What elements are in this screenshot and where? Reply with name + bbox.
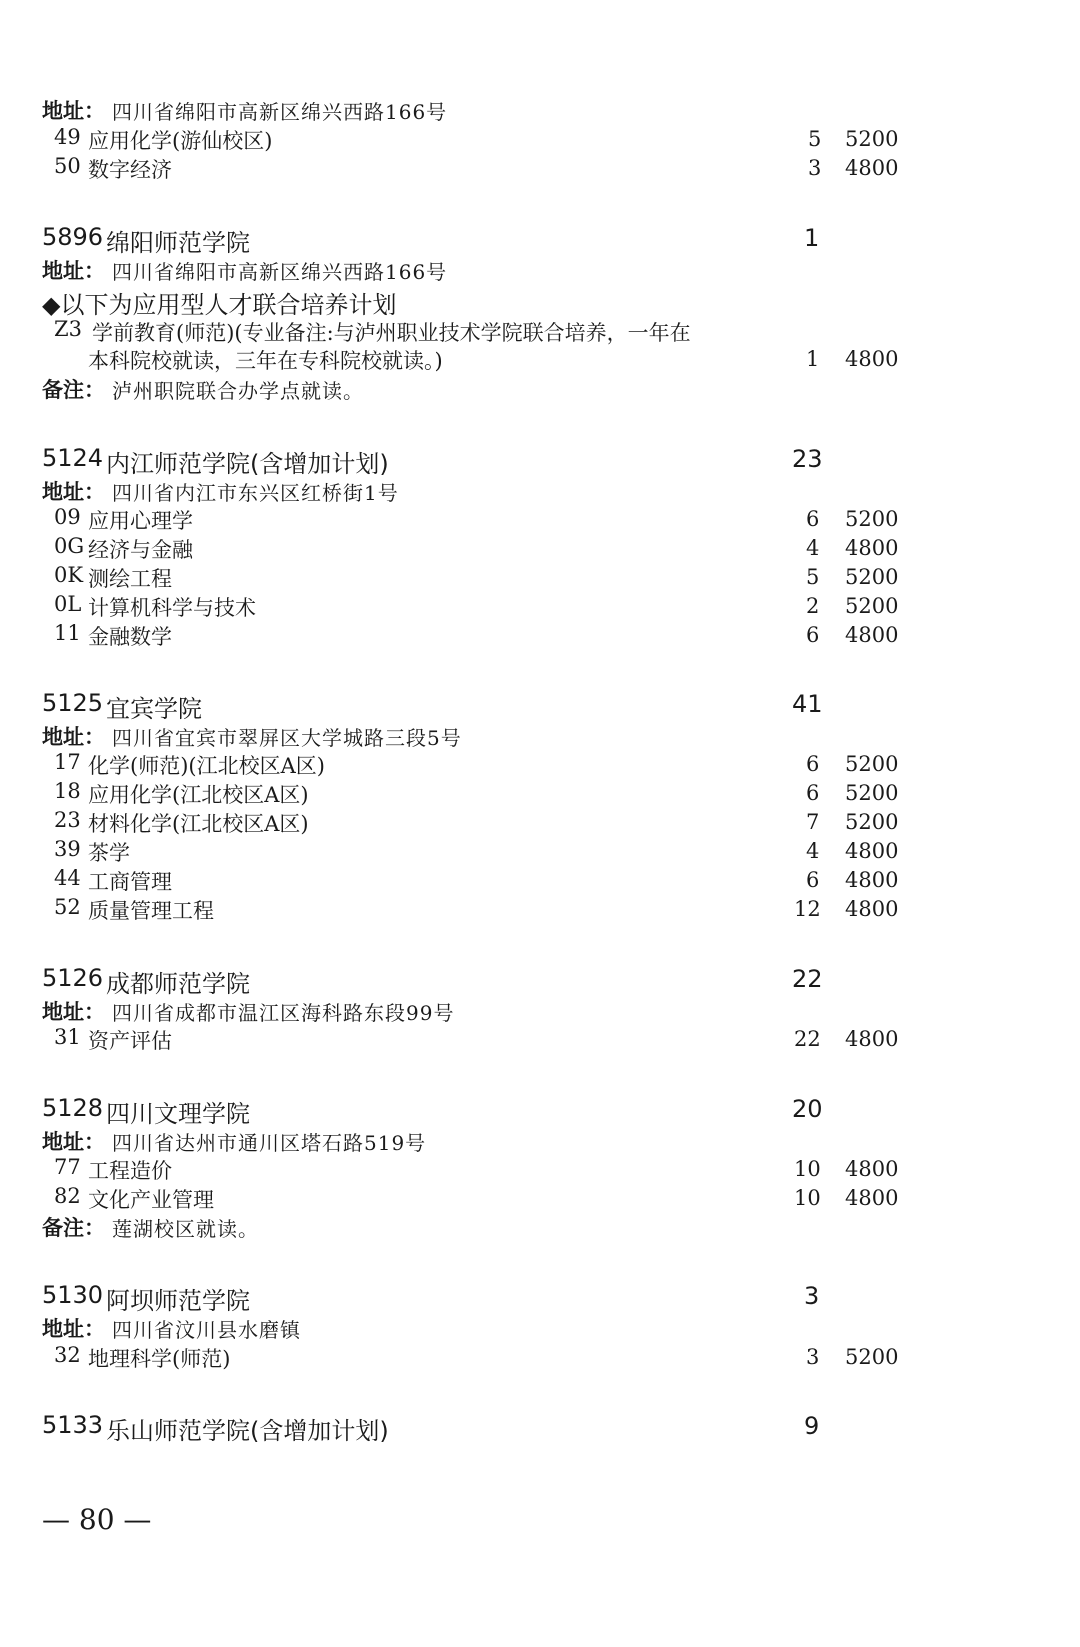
major-name: 文化产业管理 bbox=[88, 1188, 214, 1212]
major-code: 44 bbox=[54, 866, 81, 890]
major-code: 11 bbox=[54, 621, 81, 645]
school-plan: 1 bbox=[804, 224, 820, 252]
major-plan: 1 bbox=[806, 347, 820, 371]
major-name: 应用心理学 bbox=[88, 509, 193, 533]
major-name: 工程造价 bbox=[88, 1159, 172, 1183]
address-label: 地址： bbox=[42, 480, 105, 504]
remark-text: 泸州职院联合办学点就读。 bbox=[112, 379, 364, 403]
major-fee: 5200 bbox=[845, 781, 899, 805]
school-code: 5133 bbox=[42, 1411, 104, 1439]
remark-label: 备注： bbox=[42, 1216, 105, 1240]
major-name: 工商管理 bbox=[88, 870, 172, 894]
major-name: 资产评估 bbox=[88, 1029, 172, 1053]
remark-label: 备注： bbox=[42, 378, 105, 402]
school-plan: 3 bbox=[804, 1282, 820, 1310]
major-code: 09 bbox=[54, 505, 81, 529]
major-fee: 4800 bbox=[845, 1157, 899, 1181]
school-name: 乐山师范学院(含增加计划) bbox=[106, 1417, 389, 1445]
remark-text: 莲湖校区就读。 bbox=[112, 1217, 259, 1241]
major-code: 17 bbox=[54, 750, 81, 774]
major-fee: 5200 bbox=[845, 594, 899, 618]
address-label: 地址： bbox=[42, 99, 105, 123]
address-label: 地址： bbox=[42, 259, 105, 283]
address-label: 地址： bbox=[42, 1130, 105, 1154]
school-code: 5126 bbox=[42, 964, 104, 992]
major-plan: 5 bbox=[808, 127, 822, 151]
major-code: 77 bbox=[54, 1155, 81, 1179]
major-name: 质量管理工程 bbox=[88, 899, 214, 923]
major-plan: 7 bbox=[806, 810, 820, 834]
major-plan: 5 bbox=[806, 565, 820, 589]
major-name: 金融数学 bbox=[88, 625, 172, 649]
address-label: 地址： bbox=[42, 1000, 105, 1024]
major-fee: 4800 bbox=[845, 1027, 899, 1051]
school-name: 宜宾学院 bbox=[106, 695, 202, 723]
major-code: Z3 bbox=[54, 317, 82, 341]
major-plan: 2 bbox=[806, 594, 820, 618]
major-code: 23 bbox=[54, 808, 81, 832]
address-text: 四川省成都市温江区海科路东段99号 bbox=[112, 1001, 455, 1025]
major-name: 茶学 bbox=[88, 841, 130, 865]
major-plan: 3 bbox=[806, 1345, 820, 1369]
address-text: 四川省宜宾市翠屏区大学城路三段5号 bbox=[112, 726, 462, 750]
school-plan: 41 bbox=[792, 690, 823, 718]
school-plan: 22 bbox=[792, 965, 823, 993]
major-name: 地理科学(师范) bbox=[88, 1347, 231, 1371]
major-code: 18 bbox=[54, 779, 81, 803]
school-code: 5130 bbox=[42, 1281, 104, 1309]
school-name: 四川文理学院 bbox=[106, 1100, 250, 1128]
major-plan: 6 bbox=[806, 623, 820, 647]
major-fee: 4800 bbox=[845, 839, 899, 863]
major-fee: 5200 bbox=[845, 810, 899, 834]
major-code: 50 bbox=[54, 154, 81, 178]
major-plan: 6 bbox=[806, 868, 820, 892]
major-fee: 4800 bbox=[845, 347, 899, 371]
special-plan-title: ◆以下为应用型人才联合培养计划 bbox=[42, 291, 397, 319]
major-fee: 4800 bbox=[845, 897, 899, 921]
major-plan: 6 bbox=[806, 781, 820, 805]
school-plan: 23 bbox=[792, 445, 823, 473]
major-name: 应用化学(江北校区A区) bbox=[88, 783, 309, 807]
major-plan: 12 bbox=[794, 897, 821, 921]
major-plan: 4 bbox=[806, 839, 820, 863]
major-name: 测绘工程 bbox=[88, 567, 172, 591]
school-code: 5128 bbox=[42, 1094, 104, 1122]
address-text: 四川省绵阳市高新区绵兴西路166号 bbox=[112, 260, 448, 284]
major-fee: 5200 bbox=[845, 507, 899, 531]
major-fee: 5200 bbox=[845, 127, 899, 151]
school-name: 绵阳师范学院 bbox=[106, 229, 250, 257]
address-text: 四川省达州市通川区塔石路519号 bbox=[112, 1131, 427, 1155]
address-text: 四川省汶川县水磨镇 bbox=[112, 1318, 301, 1342]
major-fee: 4800 bbox=[845, 1186, 899, 1210]
major-plan: 6 bbox=[806, 752, 820, 776]
school-code: 5124 bbox=[42, 444, 104, 472]
major-plan: 6 bbox=[806, 507, 820, 531]
school-code: 5125 bbox=[42, 689, 104, 717]
major-name: 应用化学(游仙校区) bbox=[88, 129, 273, 153]
major-code: 82 bbox=[54, 1184, 81, 1208]
major-code: 31 bbox=[54, 1025, 81, 1049]
school-plan: 9 bbox=[804, 1412, 820, 1440]
major-code: 49 bbox=[54, 125, 81, 149]
school-plan: 20 bbox=[792, 1095, 823, 1123]
major-name: 数字经济 bbox=[88, 158, 172, 182]
major-code: 0L bbox=[54, 592, 82, 616]
major-plan: 4 bbox=[806, 536, 820, 560]
major-fee: 4800 bbox=[845, 156, 899, 180]
major-code: 0G bbox=[54, 534, 85, 558]
major-code: 52 bbox=[54, 895, 81, 919]
major-name: 材料化学(江北校区A区) bbox=[88, 812, 309, 836]
major-fee: 5200 bbox=[845, 1345, 899, 1369]
major-plan: 10 bbox=[794, 1157, 821, 1181]
school-code: 5896 bbox=[42, 223, 104, 251]
major-name-continuation: 本科院校就读，三年在专科院校就读。) bbox=[88, 349, 443, 373]
major-plan: 3 bbox=[808, 156, 822, 180]
major-fee: 5200 bbox=[845, 565, 899, 589]
address-text: 四川省内江市东兴区红桥街1号 bbox=[112, 481, 399, 505]
school-name: 阿坝师范学院 bbox=[106, 1287, 250, 1315]
major-code: 32 bbox=[54, 1343, 81, 1367]
page-number: — 80 — bbox=[42, 1503, 152, 1536]
major-code: 39 bbox=[54, 837, 81, 861]
address-label: 地址： bbox=[42, 1317, 105, 1341]
major-fee: 4800 bbox=[845, 623, 899, 647]
major-fee: 4800 bbox=[845, 536, 899, 560]
major-fee: 4800 bbox=[845, 868, 899, 892]
major-plan: 10 bbox=[794, 1186, 821, 1210]
school-name: 内江师范学院(含增加计划) bbox=[106, 450, 389, 478]
address-text: 四川省绵阳市高新区绵兴西路166号 bbox=[112, 100, 448, 124]
address-label: 地址： bbox=[42, 725, 105, 749]
major-code: 0K bbox=[54, 563, 84, 587]
major-fee: 5200 bbox=[845, 752, 899, 776]
school-name: 成都师范学院 bbox=[106, 970, 250, 998]
major-plan: 22 bbox=[794, 1027, 821, 1051]
major-name: 经济与金融 bbox=[88, 538, 193, 562]
major-name: 学前教育(师范)(专业备注:与泸州职业技术学院联合培养，一年在 bbox=[92, 321, 691, 345]
major-name: 计算机科学与技术 bbox=[88, 596, 256, 620]
major-name: 化学(师范)(江北校区A区) bbox=[88, 754, 325, 778]
